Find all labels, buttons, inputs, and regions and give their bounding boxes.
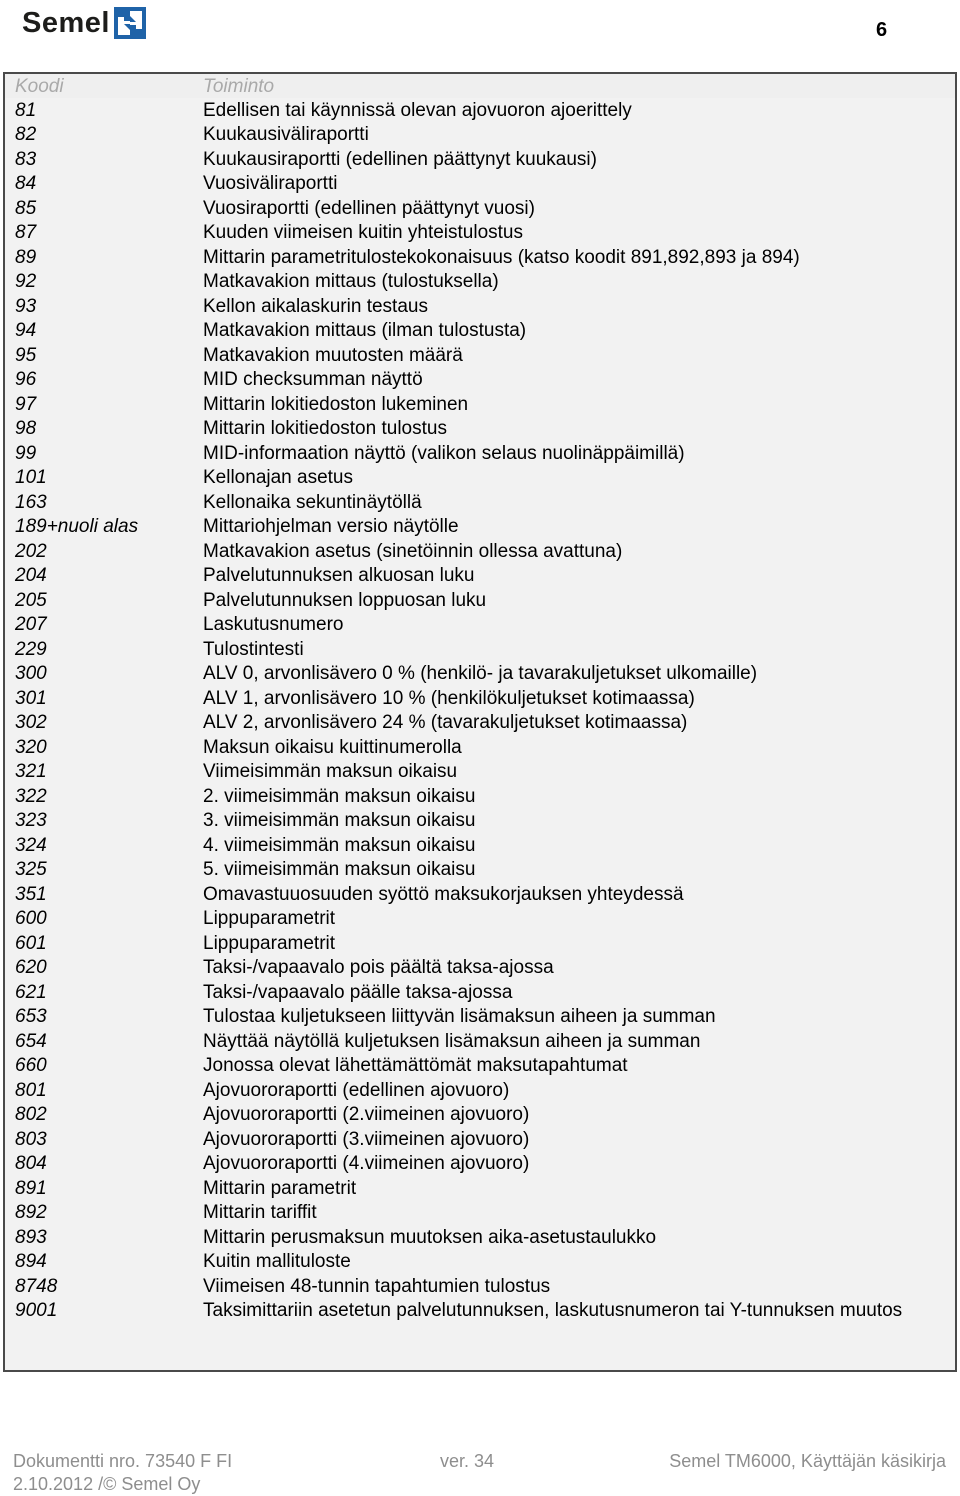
action-cell: Mittariohjelman versio näytölle (203, 516, 459, 537)
column-header-code: Koodi (15, 76, 64, 97)
code-cell: 163 (15, 491, 47, 513)
table-header (5, 74, 955, 98)
table-row (5, 442, 955, 467)
action-cell: Vuosiraportti (edellinen päättynyt vuosi) (203, 197, 535, 219)
action-cell: Taksi-/vapaavalo päälle taksa-ajossa (203, 981, 513, 1003)
code-cell: 101 (15, 467, 47, 488)
footer-document-number: Dokumentti nro. 73540 F FI (13, 1451, 233, 1471)
code-cell: 803 (15, 1128, 47, 1150)
table-row (5, 638, 955, 663)
code-cell: 87 (15, 222, 37, 243)
table-row (5, 785, 955, 810)
table-row (5, 932, 955, 957)
action-cell: Laskutusnumero (203, 614, 344, 635)
code-cell: 202 (15, 540, 47, 562)
action-cell: Kellonajan asetus (203, 467, 353, 488)
table-row (5, 393, 955, 418)
table-row (5, 197, 955, 222)
code-cell: 205 (15, 589, 47, 611)
action-cell: Kellon aikalaskurin testaus (203, 295, 428, 317)
table-row (5, 1054, 955, 1079)
code-cell: 601 (15, 932, 47, 954)
action-cell: Matkavakion mittaus (tulostuksella) (203, 271, 499, 292)
table-row (5, 515, 955, 540)
table-row (5, 662, 955, 687)
code-cell: 83 (15, 148, 37, 170)
table-row (5, 270, 955, 295)
table-row (5, 99, 955, 124)
column-header-action: Toiminto (203, 76, 275, 97)
action-cell: Palvelutunnuksen alkuosan luku (203, 565, 475, 586)
code-cell: 229 (15, 638, 47, 660)
action-cell: Viimeisimmän maksun oikaisu (203, 761, 458, 782)
action-cell: Tulostaa kuljetukseen liittyvän lisämaksun aiheen ja summan (203, 1006, 716, 1027)
table-row (5, 1275, 955, 1300)
footer-version: ver. 34 (440, 1451, 495, 1471)
action-cell: 4. viimeisimmän maksun oikaisu (203, 834, 476, 856)
action-cell: Ajovuororaportti (4.viimeinen ajovuoro) (203, 1153, 530, 1174)
action-cell: ALV 1, arvonlisävero 10 % (henkilökuljetukset kotimaassa) (203, 687, 695, 709)
code-cell: 801 (15, 1079, 47, 1101)
table-body (5, 99, 955, 1349)
code-cell: 600 (15, 908, 47, 929)
action-cell: Mittarin parametritulostekokonaisuus (katso koodit 891,892,893 ja 894) (203, 246, 800, 268)
code-cell: 84 (15, 173, 37, 194)
action-cell: MID-informaation näyttö (valikon selaus nuolinäppäimillä) (203, 442, 685, 464)
action-cell: ALV 2, arvonlisävero 24 % (tavarakuljetukset kotimaassa) (203, 712, 688, 733)
code-cell: 300 (15, 663, 47, 684)
table-row (5, 613, 955, 638)
action-cell: Palvelutunnuksen loppuosan luku (203, 589, 487, 611)
code-cell: 93 (15, 295, 37, 317)
action-cell: Maksun oikaisu kuittinumerolla (203, 736, 462, 758)
table-row (5, 417, 955, 442)
table-row (5, 1103, 955, 1128)
table-row (5, 295, 955, 320)
code-cell: 660 (15, 1055, 47, 1076)
code-cell: 891 (15, 1177, 47, 1199)
table-row (5, 221, 955, 246)
semel-logo-icon (114, 7, 146, 39)
action-cell: Viimeisen 48-tunnin tapahtumien tulostus (203, 1275, 551, 1297)
code-cell: 301 (15, 687, 47, 709)
table-row (5, 1299, 955, 1348)
action-cell: ALV 0, arvonlisävero 0 % (henkilö- ja tavarakuljetukset ulkomaille) (203, 663, 758, 684)
code-cell: 621 (15, 981, 47, 1003)
table-row (5, 589, 955, 614)
table-row (5, 883, 955, 908)
action-cell: Kuitin mallituloste (203, 1251, 351, 1272)
action-cell: Matkavakion muutosten määrä (203, 344, 463, 366)
table-row (5, 907, 955, 932)
action-cell: Matkavakion asetus (sinetöinnin ollessa avattuna) (203, 540, 623, 562)
codes-table (3, 72, 957, 1372)
action-cell: Ajovuororaportti (edellinen ajovuoro) (203, 1079, 510, 1101)
code-cell: 892 (15, 1202, 47, 1223)
action-cell: Mittarin lokitiedoston tulostus (203, 418, 447, 439)
table-row (5, 736, 955, 761)
code-cell: 89 (15, 246, 37, 268)
action-cell: Kuukausiväliraportti (203, 124, 369, 145)
action-cell: Mittarin perusmaksun muutoksen aika-asetustaulukko (203, 1226, 657, 1248)
semel-logo (22, 6, 146, 40)
code-cell: 654 (15, 1030, 47, 1052)
action-cell: Mittarin lokitiedoston lukeminen (203, 393, 469, 415)
table-row (5, 1201, 955, 1226)
table-row (5, 319, 955, 344)
code-cell: 99 (15, 442, 37, 464)
code-cell: 189+nuoli alas (15, 516, 139, 537)
action-cell: Edellisen tai käynnissä olevan ajovuoron ajoerittely (203, 99, 632, 121)
action-cell: Mittarin parametrit (203, 1177, 357, 1199)
code-cell: 204 (15, 565, 47, 586)
code-cell: 802 (15, 1104, 47, 1125)
code-cell: 94 (15, 320, 37, 341)
code-cell: 351 (15, 883, 47, 905)
logo-text: Semel (22, 7, 110, 39)
action-cell: Taksimittariin asetetun palvelutunnuksen, laskutusnumeron tai Y-tunnuksen muutos (203, 1300, 903, 1321)
page-footer (0, 1451, 960, 1496)
code-cell: 81 (15, 99, 37, 121)
code-cell: 804 (15, 1153, 47, 1174)
table-row (5, 809, 955, 834)
action-cell: Omavastuuosuuden syöttö maksukorjauksen yhteydessä (203, 883, 684, 905)
code-cell: 207 (15, 614, 47, 635)
table-row (5, 981, 955, 1006)
action-cell: 3. viimeisimmän maksun oikaisu (203, 810, 476, 831)
table-row (5, 344, 955, 369)
action-cell: 2. viimeisimmän maksun oikaisu (203, 785, 476, 807)
table-row (5, 1030, 955, 1055)
action-cell: Taksi-/vapaavalo pois päältä taksa-ajossa (203, 957, 554, 978)
table-row (5, 1079, 955, 1104)
table-row (5, 466, 955, 491)
code-cell: 320 (15, 736, 47, 758)
table-row (5, 540, 955, 565)
action-cell: Kuukausiraportti (edellinen päättynyt kuukausi) (203, 148, 597, 170)
footer-manual-title: Semel TM6000, Käyttäjän käsikirja (669, 1451, 946, 1471)
code-cell: 85 (15, 197, 37, 219)
table-row (5, 834, 955, 859)
table-row (5, 711, 955, 736)
code-cell: 653 (15, 1006, 47, 1027)
action-cell: Tulostintesti (203, 638, 304, 660)
code-cell: 96 (15, 369, 37, 390)
action-cell: Lippuparametrit (203, 908, 336, 929)
code-cell: 893 (15, 1226, 47, 1248)
table-row (5, 760, 955, 785)
table-row (5, 1177, 955, 1202)
action-cell: Mittarin tariffit (203, 1202, 317, 1223)
action-cell: 5. viimeisimmän maksun oikaisu (203, 859, 476, 880)
table-row (5, 123, 955, 148)
code-cell: 302 (15, 712, 47, 733)
table-row (5, 491, 955, 516)
table-row (5, 564, 955, 589)
page-number: 6 (876, 19, 888, 41)
code-cell: 92 (15, 271, 37, 292)
action-cell: Matkavakion mittaus (ilman tulostusta) (203, 320, 527, 341)
table-row (5, 1152, 955, 1177)
code-cell: 9001 (15, 1300, 58, 1321)
table-row (5, 956, 955, 981)
table-row (5, 687, 955, 712)
table-row (5, 858, 955, 883)
code-cell: 98 (15, 418, 37, 439)
table-row (5, 246, 955, 271)
action-cell: Ajovuororaportti (3.viimeinen ajovuoro) (203, 1128, 530, 1150)
code-cell: 325 (15, 859, 47, 880)
table-row (5, 1128, 955, 1153)
action-cell: MID checksumman näyttö (203, 369, 423, 390)
code-cell: 97 (15, 393, 37, 415)
table-row (5, 148, 955, 173)
action-cell: Näyttää näytöllä kuljetuksen lisämaksun aiheen ja summan (203, 1030, 701, 1052)
code-cell: 322 (15, 785, 47, 807)
action-cell: Vuosiväliraportti (203, 173, 338, 194)
action-cell: Kuuden viimeisen kuitin yhteistulostus (203, 222, 524, 243)
action-cell: Lippuparametrit (203, 932, 336, 954)
action-cell: Ajovuororaportti (2.viimeinen ajovuoro) (203, 1104, 530, 1125)
code-cell: 620 (15, 957, 47, 978)
action-cell: Kellonaika sekuntinäytöllä (203, 491, 422, 513)
code-cell: 894 (15, 1251, 47, 1272)
action-cell: Jonossa olevat lähettämättömät maksutapahtumat (203, 1055, 628, 1076)
footer-date-copyright: 2.10.2012 /© Semel Oy (13, 1474, 201, 1494)
code-cell: 82 (15, 124, 37, 145)
table-row (5, 1250, 955, 1275)
code-cell: 324 (15, 834, 47, 856)
code-cell: 321 (15, 761, 47, 782)
code-cell: 95 (15, 344, 37, 366)
table-row (5, 1226, 955, 1251)
table-row (5, 1005, 955, 1030)
table-row (5, 172, 955, 197)
code-cell: 8748 (15, 1275, 58, 1297)
table-row (5, 368, 955, 393)
code-cell: 323 (15, 810, 47, 831)
